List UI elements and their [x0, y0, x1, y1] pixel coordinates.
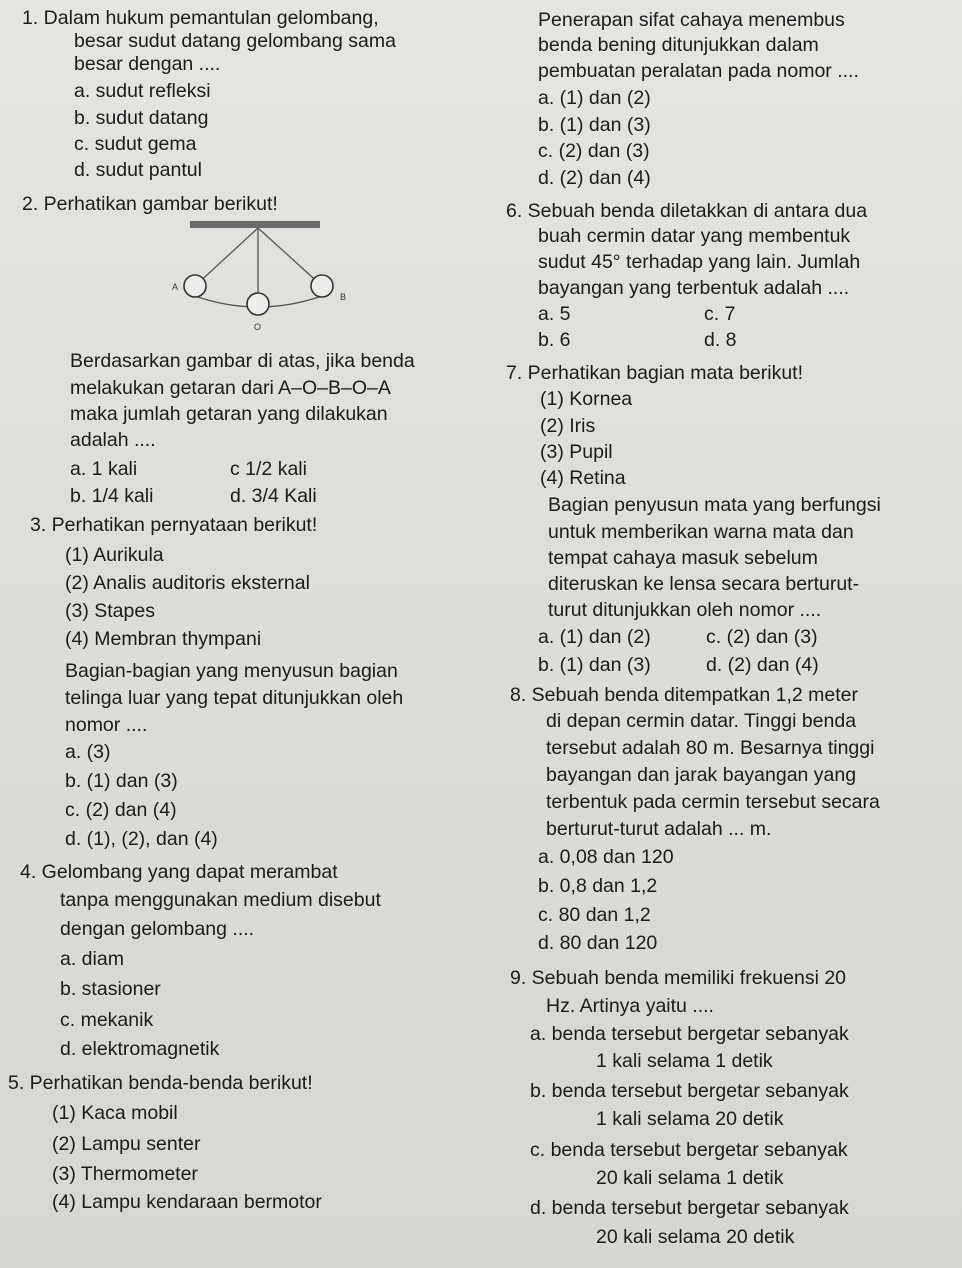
q1-option-b: b. sudut datang [74, 107, 209, 129]
pendulum-string-b [258, 228, 322, 286]
q7-text-line-3: tempat cahaya masuk sebelum [548, 547, 818, 569]
q9-option-d-line-1: d. benda tersebut bergetar sebanyak [530, 1197, 849, 1219]
q3-item-1: (1) Aurikula [65, 544, 164, 566]
q2-text-line-4: adalah .... [70, 429, 156, 451]
q5-item-3: (3) Thermometer [52, 1163, 198, 1185]
q9-option-b-line-1: b. benda tersebut bergetar sebanyak [530, 1080, 849, 1102]
q3-item-4: (4) Membran thympani [65, 628, 262, 650]
q2-text-line-3: maka jumlah getaran yang dilakukan [70, 403, 388, 425]
q9-option-c-line-2: 20 kali selama 1 detik [596, 1167, 784, 1189]
q2-text-line-2: melakukan getaran dari A–O–B–O–A [70, 377, 391, 399]
q5-option-b: b. (1) dan (3) [538, 114, 651, 136]
q3-option-d: d. (1), (2), dan (4) [65, 828, 218, 850]
q6-stem-line-2: buah cermin datar yang membentuk [538, 225, 851, 247]
q4-stem-line-1: 4. Gelombang yang dapat merambat [20, 861, 338, 883]
q9-stem-line-1: 9. Sebuah benda memiliki frekuensi 20 [510, 967, 847, 989]
q8-option-b: b. 0,8 dan 1,2 [538, 875, 658, 897]
q1-option-c: c. sudut gema [74, 133, 197, 155]
q1-option-a: a. sudut refleksi [74, 80, 211, 102]
q7-option-a: a. (1) dan (2) [538, 626, 651, 648]
q2-text-line-1: Berdasarkan gambar di atas, jika benda [70, 350, 415, 372]
q3-item-2: (2) Analis auditoris eksternal [65, 572, 310, 594]
q5-text-line-1: Penerapan sifat cahaya menembus [538, 9, 845, 31]
pendulum-bob-o [247, 293, 269, 315]
q7-stem: 7. Perhatikan bagian mata berikut! [506, 362, 804, 384]
pendulum-bob-b [311, 275, 333, 297]
q1-stem-line-1: 1. Dalam hukum pemantulan gelombang, [22, 7, 379, 29]
q3-option-c: c. (2) dan (4) [65, 799, 177, 821]
q6-option-c: c. 7 [704, 303, 736, 325]
q2-option-c: c 1/2 kali [230, 458, 307, 480]
q9-stem-line-2: Hz. Artinya yaitu .... [546, 995, 714, 1017]
q9-option-c-line-1: c. benda tersebut bergetar sebanyak [530, 1139, 848, 1161]
q9-option-a-line-1: a. benda tersebut bergetar sebanyak [530, 1023, 849, 1045]
q7-text-line-4: diteruskan ke lensa secara berturut- [548, 573, 860, 595]
q7-item-2: (2) Iris [540, 415, 596, 437]
q9-option-a-line-2: 1 kali selama 1 detik [596, 1050, 773, 1072]
q4-option-d: d. elektromagnetik [60, 1038, 220, 1060]
q1-stem-line-2: besar sudut datang gelombang sama [74, 30, 396, 52]
q7-text-line-1: Bagian penyusun mata yang berfungsi [548, 494, 881, 516]
q8-stem-line-1: 8. Sebuah benda ditempatkan 1,2 meter [510, 684, 858, 706]
q8-option-a: a. 0,08 dan 120 [538, 846, 674, 868]
q8-stem-line-5: terbentuk pada cermin tersebut secara [546, 791, 880, 813]
q7-option-b: b. (1) dan (3) [538, 654, 651, 676]
q6-option-a: a. 5 [538, 303, 571, 325]
q8-option-d: d. 80 dan 120 [538, 932, 658, 954]
q8-stem-line-6: berturut-turut adalah ... m. [546, 818, 772, 840]
q6-stem-line-1: 6. Sebuah benda diletakkan di antara dua [506, 200, 868, 222]
q4-option-c: c. mekanik [60, 1009, 154, 1031]
q7-item-3: (3) Pupil [540, 441, 613, 463]
label-b: B [340, 292, 347, 302]
q9-option-b-line-2: 1 kali selama 20 detik [596, 1108, 784, 1130]
q5-item-4: (4) Lampu kendaraan bermotor [52, 1191, 322, 1213]
q4-option-b: b. stasioner [60, 978, 161, 1000]
q4-option-a: a. diam [60, 948, 124, 970]
q5-option-d: d. (2) dan (4) [538, 167, 651, 189]
q8-stem-line-2: di depan cermin datar. Tinggi benda [546, 710, 857, 732]
q6-stem-line-4: bayangan yang terbentuk adalah .... [538, 277, 850, 299]
q8-option-c: c. 80 dan 1,2 [538, 904, 651, 926]
q6-stem-line-3: sudut 45° terhadap yang lain. Jumlah [538, 251, 861, 273]
pendulum-bob-a [184, 275, 206, 297]
q3-option-b: b. (1) dan (3) [65, 770, 178, 792]
q7-option-d: d. (2) dan (4) [706, 654, 819, 676]
q6-option-d: d. 8 [704, 329, 737, 351]
label-a: A [172, 282, 179, 292]
label-o: O [254, 322, 262, 332]
q7-item-4: (4) Retina [540, 467, 626, 489]
q5-item-1: (1) Kaca mobil [52, 1102, 178, 1124]
q8-stem-line-4: bayangan dan jarak bayangan yang [546, 764, 857, 786]
pendulum-support [190, 221, 320, 228]
pendulum-figure [150, 218, 350, 338]
q6-option-b: b. 6 [538, 329, 571, 351]
q5-option-c: c. (2) dan (3) [538, 140, 650, 162]
q7-option-c: c. (2) dan (3) [706, 626, 818, 648]
q2-option-d: d. 3/4 Kali [230, 485, 317, 507]
q4-stem-line-2: tanpa menggunakan medium disebut [60, 889, 381, 911]
pendulum-string-a [195, 228, 258, 286]
q8-stem-line-3: tersebut adalah 80 m. Besarnya tinggi [546, 737, 875, 759]
q4-stem-line-3: dengan gelombang .... [60, 918, 255, 940]
q5-option-a: a. (1) dan (2) [538, 87, 651, 109]
q1-option-d: d. sudut pantul [74, 159, 202, 181]
q3-text-line-3: nomor .... [65, 714, 148, 736]
q2-stem: 2. Perhatikan gambar berikut! [22, 193, 278, 215]
q5-stem: 5. Perhatikan benda-benda berikut! [8, 1072, 313, 1094]
q1-stem-line-3: besar dengan .... [74, 53, 221, 75]
q3-item-3: (3) Stapes [65, 600, 155, 622]
q3-text-line-2: telinga luar yang tepat ditunjukkan oleh [65, 687, 404, 709]
q7-item-1: (1) Kornea [540, 388, 633, 410]
q7-text-line-2: untuk memberikan warna mata dan [548, 521, 854, 543]
q5-text-line-2: benda bening ditunjukkan dalam [538, 34, 819, 56]
q5-text-line-3: pembuatan peralatan pada nomor .... [538, 60, 859, 82]
q2-option-a: a. 1 kali [70, 458, 138, 480]
q9-option-d-line-2: 20 kali selama 20 detik [596, 1226, 795, 1248]
q3-option-a: a. (3) [65, 741, 111, 763]
q3-text-line-1: Bagian-bagian yang menyusun bagian [65, 660, 398, 682]
q2-option-b: b. 1/4 kali [70, 485, 154, 507]
q5-item-2: (2) Lampu senter [52, 1133, 201, 1155]
q3-stem: 3. Perhatikan pernyataan berikut! [30, 514, 318, 536]
q7-text-line-5: turut ditunjukkan oleh nomor .... [548, 599, 822, 621]
